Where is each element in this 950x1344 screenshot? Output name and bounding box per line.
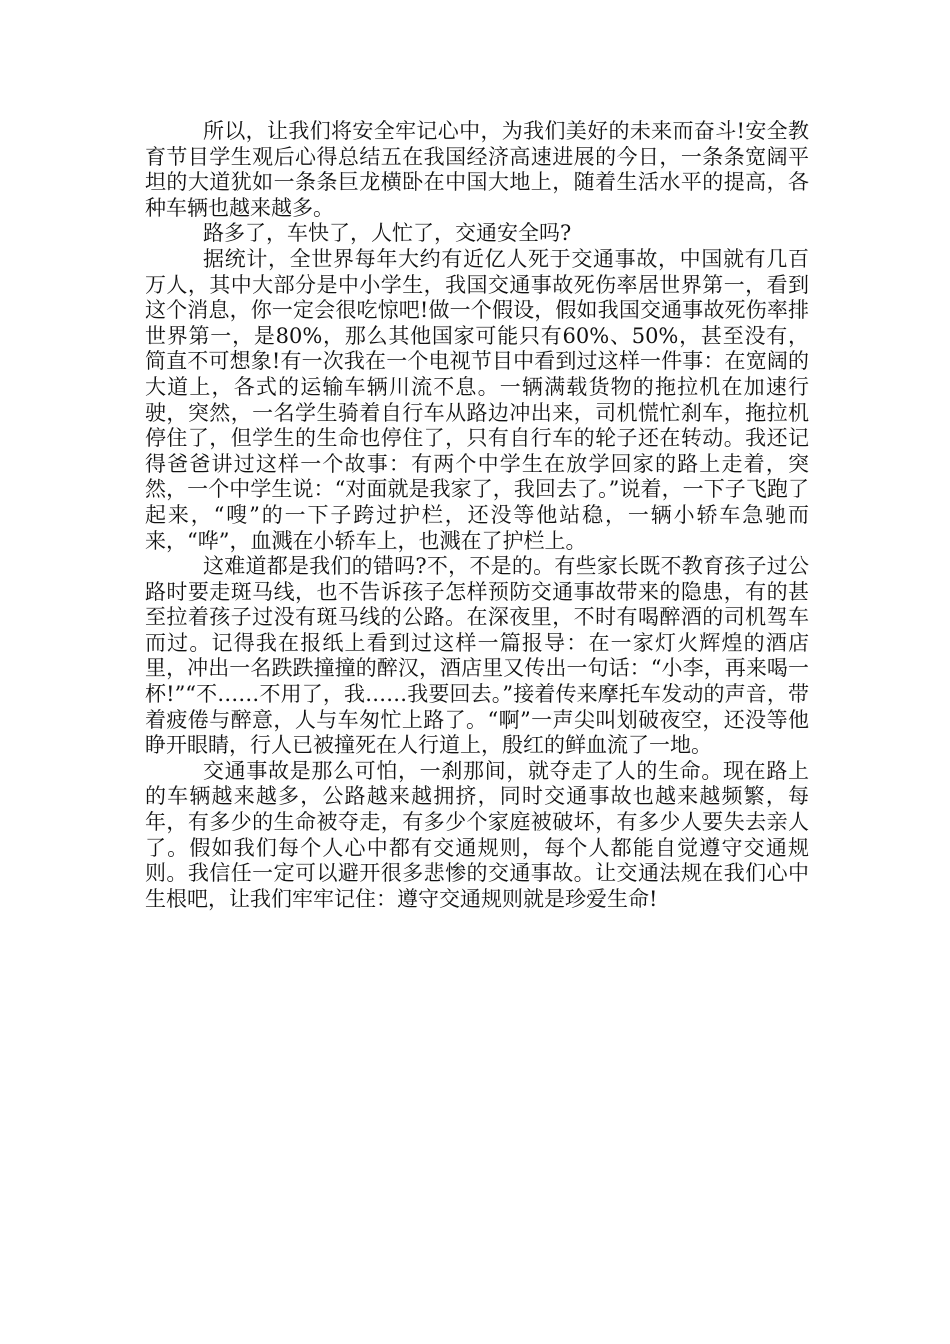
paragraph-1: 所以，让我们将安全牢记心中，为我们美好的未来而奋斗!安全教育节目学生观后心得总结五在我国经济高速进展的今日，一条条宽阔平坦的大道犹如一条条巨龙横卧在中国大地上，随着生活水平的提高，各种车辆也越来越多。 <box>145 119 809 220</box>
document-body <box>145 119 809 912</box>
paragraph-2: 路多了，车快了，人忙了，交通安全吗? <box>203 221 572 246</box>
paragraph-5: 交通事故是那么可怕，一刹那间，就夺走了人的生命。现在路上的车辆越来越多，公路越来越拥挤，同时交通事故也越来越频繁，每年，有多少的生命被夺走，有多少个家庭被破坏，有多少人要失去亲人了。假如我们每个人心中都有交通规则，每个人都能自觉遵守交通规则。我信任一定可以避开很多悲惨的交通事故。让交通法规在我们心中生根吧，让我们牢牢记住：遵守交通规则就是珍爱生命! <box>145 758 809 911</box>
paragraph-4: 这难道都是我们的错吗?不，不是的。有些家长既不教育孩子过公路时要走斑马线，也不告诉孩子怎样预防交通事故带来的隐患，有的甚至拉着孩子过没有斑马线的公路。在深夜里，不时有喝醉酒的司机驾车而过。记得我在报纸上看到过这样一篇报导：在一家灯火辉煌的酒店里，冲出一名跌跌撞撞的醉汉，酒店里又传出一句话：“小李，再来喝一杯!”“不……不用了，我……我要回去。”接着传来摩托车发动的声音，带着疲倦与醉意，人与车匆忙上路了。“啊”一声尖叫划破夜空，还没等他睁开眼睛，行人已被撞死在人行道上，殷红的鲜血流了一地。 <box>145 554 809 758</box>
paragraph-3: 据统计，全世界每年大约有近亿人死于交通事故，中国就有几百万人，其中大部分是中小学生，我国交通事故死伤率居世界第一，看到这个消息，你一定会很吃惊吧!做一个假设，假如我国交通事故死伤率排世界第一，是80%，那么其他国家可能只有60%、50%，甚至没有，简直不可想象!有一次我在一个电视节目中看到过这样一件事：在宽阔的大道上，各式的运输车辆川流不息。一辆满载货物的拖拉机在加速行驶，突然，一名学生骑着自行车从路边冲出来，司机慌忙刹车，拖拉机停住了，但学生的生命也停住了，只有自行车的轮子还在转动。我还记得爸爸讲过这样一个故事：有两个中学生在放学回家的路上走着，突然，一个中学生说：“对面就是我家了，我回去了。”说着，一下子飞跑了起来，“嗖”的一下子跨过护栏，还没等他站稳，一辆小轿车急驰而来，“哗”，血溅在小轿车上，也溅在了护栏上。 <box>145 246 809 553</box>
